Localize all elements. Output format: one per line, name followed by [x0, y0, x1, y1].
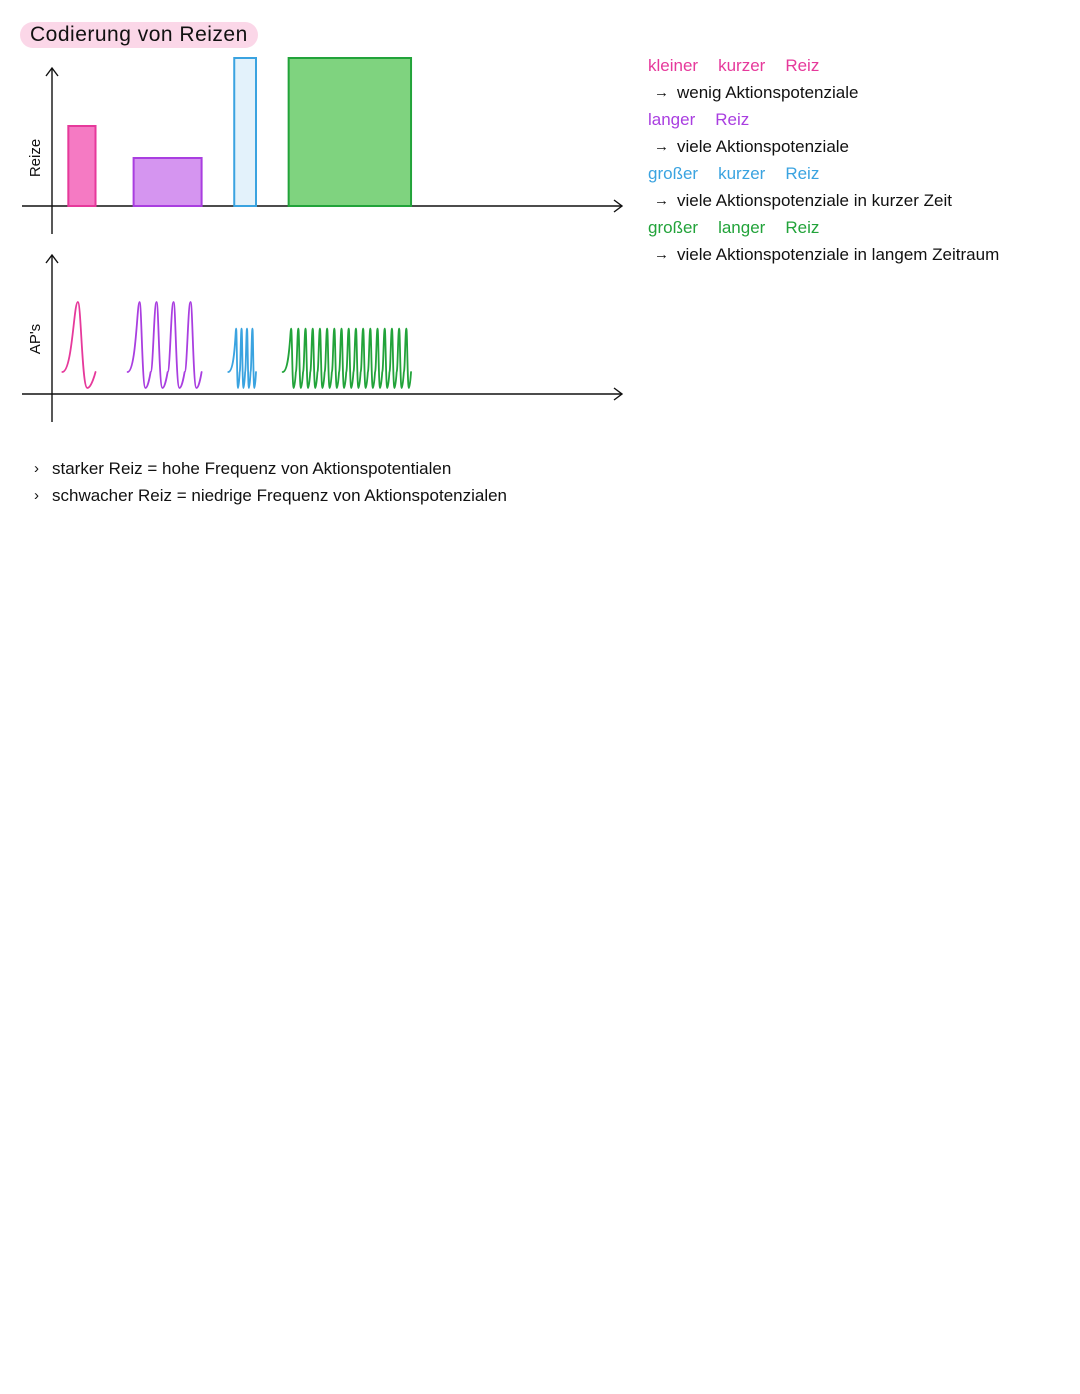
summary-notes [34, 455, 507, 509]
legend [648, 52, 1068, 268]
legend-heading-word: langer [718, 217, 766, 237]
bullet-chevron-icon: › [34, 460, 39, 477]
arrow-right-icon: → [654, 84, 669, 101]
arrow-right-icon: → [654, 138, 669, 155]
stimulus-bar-4 [289, 58, 411, 206]
summary-note-2 [34, 482, 507, 509]
legend-heading-1 [648, 52, 1068, 79]
legend-heading-word: langer [648, 109, 696, 129]
summary-note-1 [34, 455, 507, 482]
stimulus-bar-3 [234, 58, 256, 206]
legend-heading-word: Reiz [785, 55, 820, 75]
legend-description-text: viele Aktionspotenziale in langem Zeitraum [677, 244, 1000, 264]
legend-heading-word: kleiner [648, 55, 699, 75]
legend-description-text: viele Aktionspotenziale in kurzer Zeit [677, 190, 952, 210]
y-axis-label-stimuli: Reize [27, 138, 44, 178]
stimulus-bar-2 [134, 158, 202, 206]
legend-heading-word: kurzer [718, 163, 766, 183]
stimulus-bars [68, 58, 411, 206]
stimulus-coding-diagram [0, 0, 640, 440]
y-axis-label-aps: AP's [27, 323, 44, 355]
action-potential-traces [62, 302, 411, 388]
arrow-right-icon: → [654, 192, 669, 209]
legend-heading-3 [648, 160, 1068, 187]
legend-heading-2 [648, 106, 1068, 133]
legend-description-text: viele Aktionspotenziale [677, 136, 850, 156]
legend-heading-word: Reiz [785, 217, 820, 237]
legend-heading-word: Reiz [785, 163, 820, 183]
bullet-chevron-icon: › [34, 487, 39, 504]
ap-trace-3 [228, 329, 256, 388]
ap-trace-2 [128, 302, 202, 388]
legend-heading-word: kurzer [718, 55, 766, 75]
stimulus-bar-1 [68, 126, 95, 206]
summary-note-text: starker Reiz = hohe Frequenz von Aktionspotentialen [52, 458, 452, 478]
legend-heading-word: großer [648, 163, 699, 183]
legend-description-3 [648, 187, 1068, 214]
page-title: Codierung von Reizen [30, 23, 248, 46]
legend-description-text: wenig Aktionspotenziale [677, 82, 859, 102]
ap-trace-1 [62, 302, 95, 388]
legend-description-2 [648, 133, 1068, 160]
summary-note-text: schwacher Reiz = niedrige Frequenz von Aktionspotenzialen [52, 485, 508, 505]
ap-trace-4 [283, 329, 411, 388]
legend-description-1 [648, 79, 1068, 106]
arrow-right-icon: → [654, 246, 669, 263]
legend-heading-word: Reiz [715, 109, 750, 129]
legend-heading-4 [648, 214, 1068, 241]
legend-heading-word: großer [648, 217, 699, 237]
legend-description-4 [648, 241, 1068, 268]
